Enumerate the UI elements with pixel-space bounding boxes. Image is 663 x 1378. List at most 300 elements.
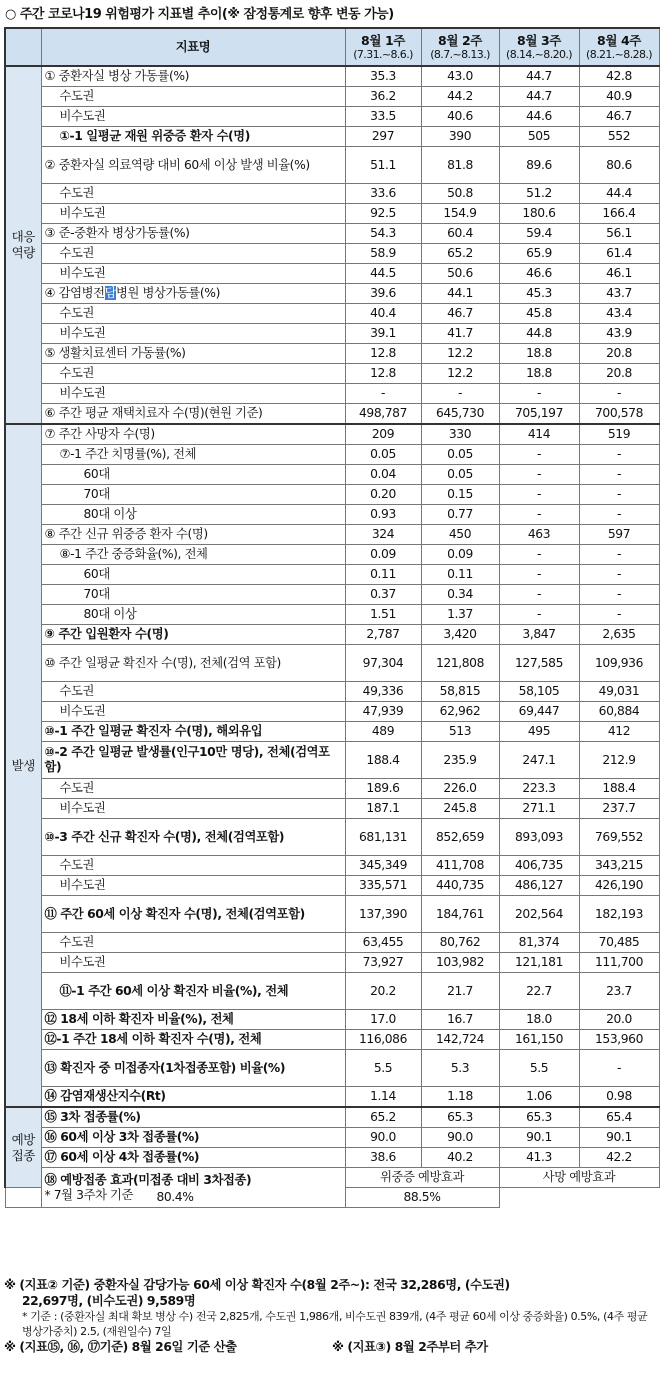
footnotes <box>4 1277 660 1355</box>
value-cell-week-3: 46.6 <box>499 264 579 284</box>
indicator-label: 70대 <box>41 485 345 505</box>
table-row <box>5 505 659 525</box>
table-row <box>5 625 659 645</box>
severe-effect-value: 80.4% <box>5 1188 345 1208</box>
value-cell-week-4: 212.9 <box>579 742 659 779</box>
header-corner <box>5 28 41 66</box>
value-cell-week-2: 50.6 <box>421 264 499 284</box>
indicator-label: ⑫-1 주간 18세 이하 확진자 수(명), 전체 <box>41 1030 345 1050</box>
note-indicator3-added: ※ (지표③) 8월 2주부터 추가 <box>332 1340 488 1354</box>
value-cell-week-1: 209 <box>345 424 421 445</box>
value-cell-week-1: 39.6 <box>345 284 421 304</box>
table-row <box>5 404 659 425</box>
value-cell-week-1: 17.0 <box>345 1010 421 1030</box>
value-cell-week-2: 142,724 <box>421 1030 499 1050</box>
value-cell-week-1: 44.5 <box>345 264 421 284</box>
indicator-label: 비수도권 <box>41 324 345 344</box>
value-cell-week-4: - <box>579 505 659 525</box>
table-row <box>5 799 659 819</box>
indicator-label: ⑧ 주간 신규 위중증 환자 수(명) <box>41 525 345 545</box>
indicator-label: ⑭ 감염재생산지수(Rt) <box>41 1087 345 1108</box>
indicator-label: 70대 <box>41 585 345 605</box>
value-cell-week-4: 56.1 <box>579 224 659 244</box>
table-row <box>5 779 659 799</box>
value-cell-week-4: - <box>579 545 659 565</box>
value-cell-week-3: - <box>499 605 579 625</box>
value-cell-week-4: 182,193 <box>579 896 659 933</box>
value-cell-week-2: 44.1 <box>421 284 499 304</box>
indicator-label: ⑰ 60세 이상 4차 접종률(%) <box>41 1148 345 1168</box>
value-cell-week-2: 103,982 <box>421 953 499 973</box>
value-cell-week-2: 3,420 <box>421 625 499 645</box>
table-row <box>5 224 659 244</box>
indicator-label: 비수도권 <box>41 702 345 722</box>
indicator-label: ⑩ 주간 일평균 확진자 수(명), 전체(검역 포함) <box>41 645 345 682</box>
indicator-label: ⑪ 주간 60세 이상 확진자 수(명), 전체(검역포함) <box>41 896 345 933</box>
indicator-label: 비수도권 <box>41 264 345 284</box>
indicator-label: 비수도권 <box>41 799 345 819</box>
value-cell-week-4: 44.4 <box>579 184 659 204</box>
value-cell-week-3: 406,735 <box>499 856 579 876</box>
value-cell-week-3: 59.4 <box>499 224 579 244</box>
value-cell-week-3: 22.7 <box>499 973 579 1010</box>
table-row <box>5 1107 659 1128</box>
table-row <box>5 445 659 465</box>
death-effect-value: 88.5% <box>345 1188 499 1208</box>
indicator-label: ③ 준-중환자 병상가동률(%) <box>41 224 345 244</box>
value-cell-week-2: 645,730 <box>421 404 499 425</box>
value-cell-week-1: - <box>345 384 421 404</box>
value-cell-week-3: - <box>499 384 579 404</box>
table-row <box>5 742 659 779</box>
value-cell-week-4: 42.8 <box>579 66 659 87</box>
value-cell-week-1: 63,455 <box>345 933 421 953</box>
table-row <box>5 896 659 933</box>
value-cell-week-2: 184,761 <box>421 896 499 933</box>
value-cell-week-4: - <box>579 384 659 404</box>
value-cell-week-2: 450 <box>421 525 499 545</box>
value-cell-week-3: 121,181 <box>499 953 579 973</box>
value-cell-week-3: 893,093 <box>499 819 579 856</box>
value-cell-week-4: 70,485 <box>579 933 659 953</box>
indicator-label: 수도권 <box>41 184 345 204</box>
indicator-label: ⑤ 생활치료센터 가동률(%) <box>41 344 345 364</box>
value-cell-week-3: 1.06 <box>499 1087 579 1108</box>
value-cell-week-4: 237.7 <box>579 799 659 819</box>
value-cell-week-2: 411,708 <box>421 856 499 876</box>
risk-indicator-table <box>4 27 660 1208</box>
value-cell-week-1: 92.5 <box>345 204 421 224</box>
value-cell-week-2: 58,815 <box>421 682 499 702</box>
value-cell-week-3: 69,447 <box>499 702 579 722</box>
indicator-label: ⑥ 주간 평균 재택치료자 수(명)(현원 기준) <box>41 404 345 425</box>
vaccine-effect-label: ⑱ 예방접종 효과(미접종 대비 3차접종) * 7월 3주차 기준 <box>41 1168 345 1208</box>
value-cell-week-1: 0.05 <box>345 445 421 465</box>
value-cell-week-2: 90.0 <box>421 1128 499 1148</box>
value-cell-week-3: 18.8 <box>499 364 579 384</box>
value-cell-week-2: 40.6 <box>421 107 499 127</box>
value-cell-week-2: 1.37 <box>421 605 499 625</box>
value-cell-week-2: 65.3 <box>421 1107 499 1128</box>
value-cell-week-2: 12.2 <box>421 364 499 384</box>
value-cell-week-4: 42.2 <box>579 1148 659 1168</box>
value-cell-week-2: 80,762 <box>421 933 499 953</box>
indicator-label: ⑩-2 주간 일평균 발생률(인구10만 명당), 전체(검역포함) <box>41 742 345 779</box>
indicator-label: ⑪-1 주간 60세 이상 확진자 비율(%), 전체 <box>41 973 345 1010</box>
value-cell-week-4: 343,215 <box>579 856 659 876</box>
value-cell-week-3: 202,564 <box>499 896 579 933</box>
table-row <box>5 645 659 682</box>
section-label-prevention: 예방 접종 <box>5 1107 41 1188</box>
table-row <box>5 605 659 625</box>
value-cell-week-4: 111,700 <box>579 953 659 973</box>
value-cell-week-2: 65.2 <box>421 244 499 264</box>
indicator-label: 비수도권 <box>41 876 345 896</box>
table-row <box>5 1168 659 1188</box>
value-cell-week-3: 58,105 <box>499 682 579 702</box>
value-cell-week-2: 154.9 <box>421 204 499 224</box>
indicator-label: ⑫ 18세 이하 확진자 비율(%), 전체 <box>41 1010 345 1030</box>
table-row <box>5 933 659 953</box>
page-title: ○ 주간 코로나19 위험평가 지표별 추이(※ 잠정통계로 향후 변동 가능) <box>5 7 394 22</box>
value-cell-week-4: 769,552 <box>579 819 659 856</box>
value-cell-week-1: 345,349 <box>345 856 421 876</box>
table-row <box>5 819 659 856</box>
header-indicator: 지표명 <box>41 28 345 66</box>
table-row <box>5 1148 659 1168</box>
value-cell-week-4: - <box>579 485 659 505</box>
value-cell-week-1: 73,927 <box>345 953 421 973</box>
value-cell-week-2: 12.2 <box>421 344 499 364</box>
value-cell-week-3: 45.3 <box>499 284 579 304</box>
value-cell-week-2: 330 <box>421 424 499 445</box>
value-cell-week-4: 109,936 <box>579 645 659 682</box>
value-cell-week-2: - <box>421 384 499 404</box>
table-row <box>5 147 659 184</box>
indicator-label: ④ 감염병전담병원 병상가동률(%) <box>41 284 345 304</box>
value-cell-week-2: 41.7 <box>421 324 499 344</box>
section-label-response: 대응 역량 <box>5 66 41 424</box>
value-cell-week-1: 0.20 <box>345 485 421 505</box>
value-cell-week-3: 44.6 <box>499 107 579 127</box>
value-cell-week-3: 45.8 <box>499 304 579 324</box>
value-cell-week-2: 440,735 <box>421 876 499 896</box>
value-cell-week-4: - <box>579 465 659 485</box>
value-cell-week-2: 226.0 <box>421 779 499 799</box>
value-cell-week-1: 33.6 <box>345 184 421 204</box>
value-cell-week-2: 0.11 <box>421 565 499 585</box>
header-week-2: 8월 2주 (8.7.~8.13.) <box>421 28 499 66</box>
value-cell-week-1: 2,787 <box>345 625 421 645</box>
value-cell-week-4: 20.0 <box>579 1010 659 1030</box>
value-cell-week-4: 519 <box>579 424 659 445</box>
table-row <box>5 264 659 284</box>
indicator-label: 비수도권 <box>41 204 345 224</box>
value-cell-week-3: 505 <box>499 127 579 147</box>
value-cell-week-2: 40.2 <box>421 1148 499 1168</box>
value-cell-week-2: 0.77 <box>421 505 499 525</box>
table-row <box>5 66 659 87</box>
value-cell-week-3: 44.7 <box>499 87 579 107</box>
value-cell-week-4: 166.4 <box>579 204 659 224</box>
value-cell-week-4: 80.6 <box>579 147 659 184</box>
value-cell-week-1: 40.4 <box>345 304 421 324</box>
value-cell-week-3: - <box>499 505 579 525</box>
value-cell-week-4: 2,635 <box>579 625 659 645</box>
value-cell-week-3: 180.6 <box>499 204 579 224</box>
value-cell-week-4: 188.4 <box>579 779 659 799</box>
value-cell-week-4: - <box>579 585 659 605</box>
value-cell-week-1: 33.5 <box>345 107 421 127</box>
value-cell-week-3: 18.8 <box>499 344 579 364</box>
value-cell-week-3: 223.3 <box>499 779 579 799</box>
value-cell-week-3: - <box>499 445 579 465</box>
table-row <box>5 204 659 224</box>
value-cell-week-2: 60.4 <box>421 224 499 244</box>
value-cell-week-4: - <box>579 445 659 465</box>
value-cell-week-1: 297 <box>345 127 421 147</box>
indicator-label: 수도권 <box>41 682 345 702</box>
value-cell-week-2: 0.05 <box>421 465 499 485</box>
value-cell-week-3: 5.5 <box>499 1050 579 1087</box>
value-cell-week-3: 247.1 <box>499 742 579 779</box>
table-row <box>5 876 659 896</box>
value-cell-week-1: 187.1 <box>345 799 421 819</box>
value-cell-week-4: 552 <box>579 127 659 147</box>
value-cell-week-3: 65.9 <box>499 244 579 264</box>
indicator-label: ⑨ 주간 입원환자 수(명) <box>41 625 345 645</box>
indicator-label: 수도권 <box>41 304 345 324</box>
value-cell-week-4: 426,190 <box>579 876 659 896</box>
value-cell-week-1: 324 <box>345 525 421 545</box>
indicator-label: 비수도권 <box>41 107 345 127</box>
value-cell-week-2: 50.8 <box>421 184 499 204</box>
value-cell-week-1: 1.51 <box>345 605 421 625</box>
table-row <box>5 565 659 585</box>
indicator-label: 수도권 <box>41 856 345 876</box>
value-cell-week-4: 61.4 <box>579 244 659 264</box>
indicator-label: ①-1 일평균 재원 위중증 환자 수(명) <box>41 127 345 147</box>
indicator-label: 80대 이상 <box>41 505 345 525</box>
value-cell-week-2: 852,659 <box>421 819 499 856</box>
indicator-label: 수도권 <box>41 87 345 107</box>
table-row <box>5 702 659 722</box>
value-cell-week-3: - <box>499 465 579 485</box>
indicator-label: ⑮ 3차 접종률(%) <box>41 1107 345 1128</box>
table-row <box>5 856 659 876</box>
value-cell-week-2: 46.7 <box>421 304 499 324</box>
value-cell-week-4: 43.9 <box>579 324 659 344</box>
value-cell-week-4: - <box>579 1050 659 1087</box>
value-cell-week-3: 127,585 <box>499 645 579 682</box>
value-cell-week-3: 44.7 <box>499 66 579 87</box>
value-cell-week-2: 0.09 <box>421 545 499 565</box>
table-row <box>5 1030 659 1050</box>
value-cell-week-4: 153,960 <box>579 1030 659 1050</box>
value-cell-week-2: 62,962 <box>421 702 499 722</box>
indicator-label: 비수도권 <box>41 953 345 973</box>
value-cell-week-1: 38.6 <box>345 1148 421 1168</box>
value-cell-week-4: 700,578 <box>579 404 659 425</box>
table-row <box>5 184 659 204</box>
value-cell-week-2: 81.8 <box>421 147 499 184</box>
value-cell-week-2: 513 <box>421 722 499 742</box>
value-cell-week-3: 18.0 <box>499 1010 579 1030</box>
indicator-label: ① 중환자실 병상 가동률(%) <box>41 66 345 87</box>
value-cell-week-1: 47,939 <box>345 702 421 722</box>
value-cell-week-2: 0.34 <box>421 585 499 605</box>
table-row <box>5 424 659 445</box>
indicator-label: ⑩-1 주간 일평균 확진자 수(명), 해외유입 <box>41 722 345 742</box>
value-cell-week-4: 40.9 <box>579 87 659 107</box>
value-cell-week-1: 90.0 <box>345 1128 421 1148</box>
note-criteria: * 기준 : (중환자실 최대 확보 병상 수) 전국 2,825개, 수도권 1,986개, 비수도권 839개, (4주 평균 60세 이상 중증화율) 0.5%, (4주 평균 병상가중치) 2.5, (재원일수) 7일 <box>22 1310 648 1338</box>
table-row <box>5 87 659 107</box>
value-cell-week-2: 43.0 <box>421 66 499 87</box>
value-cell-week-1: 20.2 <box>345 973 421 1010</box>
table-row <box>5 1087 659 1108</box>
value-cell-week-3: - <box>499 565 579 585</box>
value-cell-week-1: 116,086 <box>345 1030 421 1050</box>
value-cell-week-3: 705,197 <box>499 404 579 425</box>
value-cell-week-1: 97,304 <box>345 645 421 682</box>
value-cell-week-4: 20.8 <box>579 364 659 384</box>
value-cell-week-3: 41.3 <box>499 1148 579 1168</box>
table-row <box>5 1128 659 1148</box>
value-cell-week-3: - <box>499 485 579 505</box>
value-cell-week-3: 81,374 <box>499 933 579 953</box>
header-week-3: 8월 3주 (8.14.~8.20.) <box>499 28 579 66</box>
value-cell-week-1: 681,131 <box>345 819 421 856</box>
value-cell-week-1: 0.37 <box>345 585 421 605</box>
table-row <box>5 344 659 364</box>
value-cell-week-4: 597 <box>579 525 659 545</box>
indicator-label: ⑦-1 주간 치명률(%), 전체 <box>41 445 345 465</box>
indicator-label: 60대 <box>41 565 345 585</box>
table-row <box>5 585 659 605</box>
table-row <box>5 485 659 505</box>
table-row <box>5 107 659 127</box>
table-row <box>5 384 659 404</box>
note-vaccine-basis <box>4 1339 660 1355</box>
value-cell-week-1: 1.14 <box>345 1087 421 1108</box>
value-cell-week-4: 412 <box>579 722 659 742</box>
value-cell-week-2: 16.7 <box>421 1010 499 1030</box>
value-cell-week-1: 189.6 <box>345 779 421 799</box>
value-cell-week-1: 0.04 <box>345 465 421 485</box>
value-cell-week-3: 161,150 <box>499 1030 579 1050</box>
value-cell-week-3: 463 <box>499 525 579 545</box>
section-label-occurrence: 발생 <box>5 424 41 1107</box>
table-row <box>5 545 659 565</box>
value-cell-week-3: 495 <box>499 722 579 742</box>
note-icu-capacity-cont: 22,697명, (비수도권) 9,589명 <box>22 1294 196 1308</box>
value-cell-week-4: 46.1 <box>579 264 659 284</box>
value-cell-week-2: 245.8 <box>421 799 499 819</box>
value-cell-week-1: 188.4 <box>345 742 421 779</box>
indicator-label: ⑧-1 주간 중증화율(%), 전체 <box>41 545 345 565</box>
indicator-label: ⑬ 확진자 중 미접종자(1차접종포함) 비율(%) <box>41 1050 345 1087</box>
value-cell-week-1: 65.2 <box>345 1107 421 1128</box>
value-cell-week-2: 0.15 <box>421 485 499 505</box>
value-cell-week-3: 3,847 <box>499 625 579 645</box>
value-cell-week-4: - <box>579 605 659 625</box>
table-body <box>5 66 659 1208</box>
table-row <box>5 973 659 1010</box>
indicator-label: 수도권 <box>41 244 345 264</box>
value-cell-week-2: 5.3 <box>421 1050 499 1087</box>
table-row <box>5 127 659 147</box>
indicator-label: 80대 이상 <box>41 605 345 625</box>
value-cell-week-1: 12.8 <box>345 344 421 364</box>
value-cell-week-2: 235.9 <box>421 742 499 779</box>
value-cell-week-2: 121,808 <box>421 645 499 682</box>
note-icu-capacity: ※ (지표② 기준) 중환자실 감당가능 60세 이상 확진자 수(8월 2주~): 전국 32,286명, (수도권) <box>4 1278 510 1292</box>
value-cell-week-1: 0.09 <box>345 545 421 565</box>
table-row <box>5 304 659 324</box>
value-cell-week-1: 489 <box>345 722 421 742</box>
value-cell-week-3: 44.8 <box>499 324 579 344</box>
table-row <box>5 284 659 304</box>
value-cell-week-1: 335,571 <box>345 876 421 896</box>
table-row <box>5 1010 659 1030</box>
value-cell-week-4: 0.98 <box>579 1087 659 1108</box>
value-cell-week-3: 90.1 <box>499 1128 579 1148</box>
value-cell-week-1: 49,336 <box>345 682 421 702</box>
value-cell-week-4: 43.7 <box>579 284 659 304</box>
value-cell-week-3: - <box>499 545 579 565</box>
value-cell-week-1: 5.5 <box>345 1050 421 1087</box>
value-cell-week-3: 271.1 <box>499 799 579 819</box>
value-cell-week-3: 51.2 <box>499 184 579 204</box>
indicator-label: ⑦ 주간 사망자 수(명) <box>41 424 345 445</box>
value-cell-week-3: 65.3 <box>499 1107 579 1128</box>
value-cell-week-1: 0.11 <box>345 565 421 585</box>
value-cell-week-2: 0.05 <box>421 445 499 465</box>
value-cell-week-3: 89.6 <box>499 147 579 184</box>
value-cell-week-1: 35.3 <box>345 66 421 87</box>
value-cell-week-2: 390 <box>421 127 499 147</box>
value-cell-week-4: 46.7 <box>579 107 659 127</box>
value-cell-week-4: 60,884 <box>579 702 659 722</box>
header-week-1: 8월 1주 (7.31.~8.6.) <box>345 28 421 66</box>
table-row <box>5 364 659 384</box>
value-cell-week-1: 36.2 <box>345 87 421 107</box>
value-cell-week-3: - <box>499 585 579 605</box>
indicator-label: 수도권 <box>41 933 345 953</box>
indicator-label: 60대 <box>41 465 345 485</box>
value-cell-week-1: 54.3 <box>345 224 421 244</box>
value-cell-week-4: 23.7 <box>579 973 659 1010</box>
value-cell-week-1: 137,390 <box>345 896 421 933</box>
table-row <box>5 682 659 702</box>
value-cell-week-4: 20.8 <box>579 344 659 364</box>
value-cell-week-4: 65.4 <box>579 1107 659 1128</box>
table-row <box>5 324 659 344</box>
table-row <box>5 525 659 545</box>
value-cell-week-1: 0.93 <box>345 505 421 525</box>
table-row <box>5 722 659 742</box>
indicator-label: 수도권 <box>41 779 345 799</box>
note-vaccine-date: ※ (지표⑮, ⑯, ⑰기준) 8월 26일 기준 산출 <box>4 1340 237 1354</box>
value-cell-week-2: 21.7 <box>421 973 499 1010</box>
value-cell-week-2: 1.18 <box>421 1087 499 1108</box>
value-cell-week-4: 43.4 <box>579 304 659 324</box>
value-cell-week-2: 44.2 <box>421 87 499 107</box>
header-week-4: 8월 4주 (8.21.~8.28.) <box>579 28 659 66</box>
value-cell-week-1: 51.1 <box>345 147 421 184</box>
death-effect-label: 사망 예방효과 <box>499 1168 659 1188</box>
